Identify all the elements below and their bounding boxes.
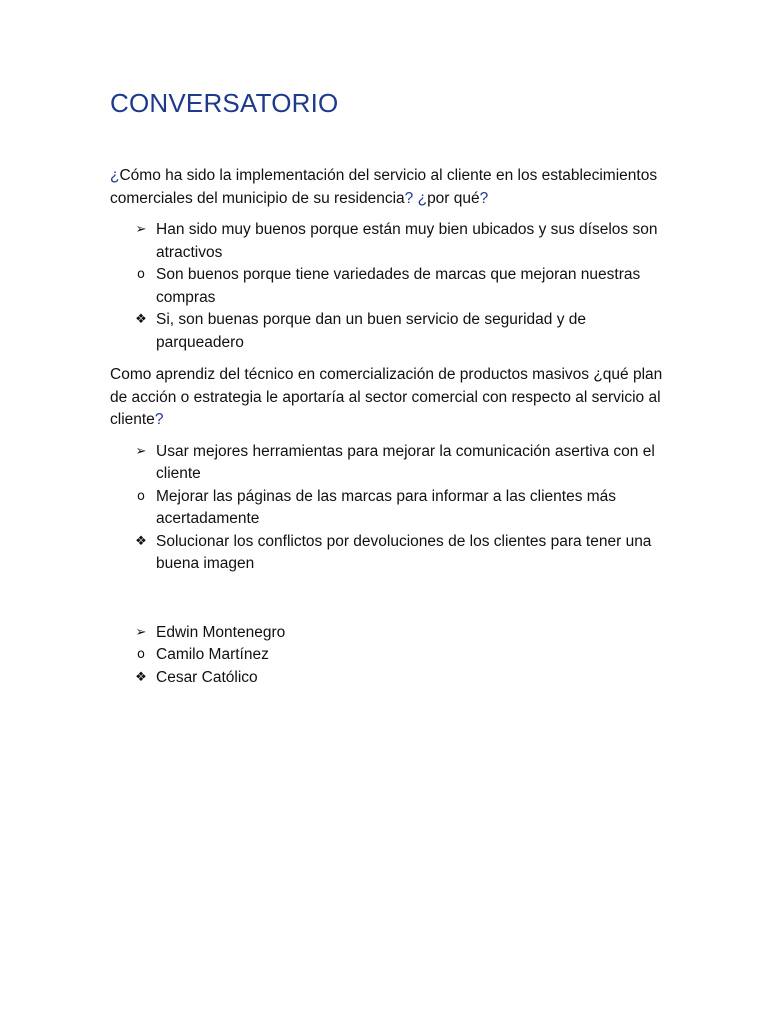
diamond-bullet-icon: ❖	[135, 669, 147, 685]
question-text: por qué	[427, 189, 480, 207]
question-close-mark: ?	[404, 189, 414, 207]
circle-bullet-icon: o	[137, 647, 145, 662]
diamond-bullet-icon: ❖	[135, 533, 147, 549]
author-item	[110, 644, 670, 667]
author-name: Camilo Martínez	[156, 646, 269, 663]
list-item-text: Mejorar las páginas de las marcas para informar a las clientes más acertadamente	[156, 487, 617, 527]
question-text: Como aprendiz del técnico en comercialización de productos masivos ¿qué plan de acción o estrategia le aportaría al sector comercial con respecto al servicio al cliente	[110, 366, 663, 428]
question-close-mark: ?	[479, 189, 489, 207]
author-name: Cesar Católico	[156, 668, 258, 686]
list-item	[110, 531, 670, 576]
list-item-text: Solucionar los conflictos por devoluciones de los clientes para tener una buena imagen	[156, 532, 652, 572]
author-item	[110, 622, 670, 645]
list-item	[110, 309, 670, 354]
arrow-bullet-icon: ➢	[135, 443, 147, 459]
circle-bullet-icon: o	[137, 488, 145, 504]
question-open-mark: ¿	[413, 189, 428, 207]
answers-list-2	[110, 441, 670, 576]
arrow-bullet-icon: ➢	[135, 624, 147, 640]
author-name: Edwin Montenegro	[156, 623, 286, 641]
arrow-bullet-icon: ➢	[135, 222, 147, 237]
author-item	[110, 667, 670, 690]
list-item	[110, 486, 670, 531]
document-page	[110, 88, 670, 699]
answers-list-1	[110, 219, 670, 354]
authors-list	[110, 622, 670, 690]
question-close-mark: ?	[154, 411, 164, 428]
list-item-text: Si, son buenas porque dan un buen servicio de seguridad y de parqueadero	[156, 311, 586, 351]
circle-bullet-icon: o	[137, 267, 145, 282]
question-text: Cómo ha sido la implementación del servicio al cliente en los establecimientos comerciales del municipio de su residencia	[110, 167, 658, 207]
question-1	[110, 165, 670, 210]
question-2	[110, 364, 670, 432]
list-item-text: Usar mejores herramientas para mejorar la comunicación asertiva con el cliente	[156, 442, 655, 482]
spacer	[110, 586, 670, 622]
list-item-text: Han sido muy buenos porque están muy bien ubicados y sus díselos son atractivos	[156, 221, 658, 261]
list-item-text: Son buenos porque tiene variedades de marcas que mejoran nuestras compras	[156, 266, 641, 306]
document-title: CONVERSATORIO	[110, 88, 339, 118]
diamond-bullet-icon: ❖	[135, 312, 147, 327]
list-item	[110, 219, 670, 264]
list-item	[110, 264, 670, 309]
question-open-mark: ¿	[110, 167, 120, 184]
list-item	[110, 441, 670, 486]
